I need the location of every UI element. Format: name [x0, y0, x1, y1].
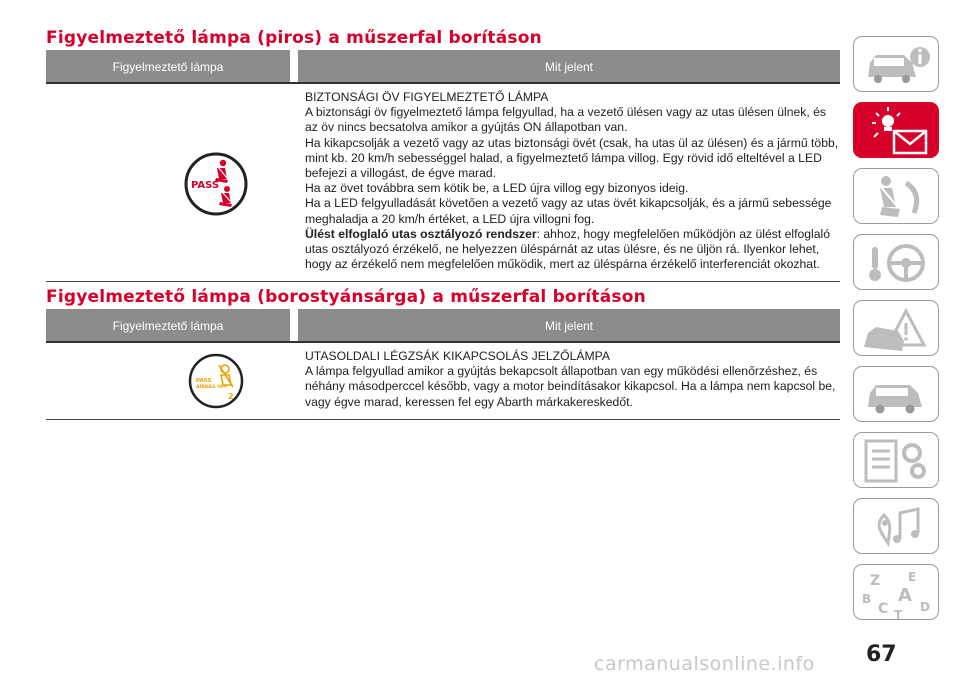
- warning-lights-icon: [854, 103, 940, 159]
- index-letter-b: B: [862, 592, 872, 606]
- airbag-icon-line2: AIRBAG OFF: [196, 385, 228, 390]
- airbag-off-icon: [188, 353, 244, 409]
- section1-table-header: [46, 50, 840, 84]
- seatbelt-warning-icon: [183, 151, 249, 217]
- tab-index[interactable]: [853, 564, 939, 620]
- tab-multimedia[interactable]: [853, 498, 939, 554]
- section1-p1: A biztonsági öv figyelmeztető lámpa felgyullad, ha a vezető ülésen vagy az utas ülésen ülnek, és az öv nincs becsatolva amikor a gyújtás ON állapotban van.: [305, 105, 826, 135]
- section2-heading: Figyelmeztető lámpa (borostyánsárga) a műszerfal borításon: [46, 287, 646, 307]
- section1-p5: [305, 227, 840, 273]
- airbag-icon-line1: PASS: [196, 378, 212, 384]
- section2-title: UTASOLDALI LÉGZSÁK KIKAPCSOLÁS JELZŐLÁMPA: [305, 349, 611, 363]
- steering-wheel-icon: [854, 235, 940, 291]
- tab-warning-lights[interactable]: [853, 102, 939, 158]
- section1-row: [46, 84, 840, 282]
- seatbelt-icon-label: PASS: [191, 180, 220, 191]
- section2-row: [46, 343, 840, 420]
- index-letters-icon: [854, 565, 940, 621]
- section1-description: [305, 90, 840, 272]
- technical-data-icon: [854, 433, 940, 489]
- index-letter-c: C: [878, 601, 889, 617]
- tab-starting-driving[interactable]: [853, 234, 939, 290]
- section1-col-lamp: Figyelmeztető lámpa: [112, 60, 224, 74]
- tab-safety[interactable]: [853, 168, 939, 224]
- index-letter-a: A: [898, 585, 912, 606]
- index-letter-t: T: [894, 608, 903, 621]
- tab-maintenance[interactable]: [853, 366, 939, 422]
- section2-p1: A lámpa felgyullad amikor a gyújtás bekapcsolt állapotban van egy működési ellenőrzéshez, és néhány másodperccel később, vagy a motor beindításakor kikapcsol. Ha a lámpa nem kapcsol be, vagy égve marad, keressen fel egy Abarth márkakereskedőt.: [305, 364, 836, 409]
- section1-p3: Ha az övet továbbra sem kötik be, a LED újra villog egy bizonyos ideig.: [305, 181, 689, 196]
- tab-emergency[interactable]: [853, 300, 939, 356]
- section2-col-meaning: Mit jelent: [544, 319, 594, 333]
- section2-col-lamp: Figyelmeztető lámpa: [112, 319, 224, 333]
- tab-car-info[interactable]: [853, 36, 939, 92]
- section1-p5-rest: : ahhoz, hogy megfelelően működjön az ülést elfoglaló utas osztályozó érzékelő, ne helyezzen üléspárnát az utas ülésre, és ne üljön rá. Ilyenkor lehet, hogy az érzékelő nem megfelelően működik, mert az üléspárna érzékelő interferenciát okozhat.: [305, 226, 830, 272]
- airbag-off-cell: [46, 343, 290, 419]
- section1-p5-bold: Ülést elfoglaló utas osztályozó rendszer: [305, 226, 537, 241]
- section1-title: BIZTONSÁGI ÖV FIGYELMEZTETŐ LÁMPA: [305, 90, 549, 104]
- seatbelt-warning-cell: [46, 84, 290, 281]
- section1-p2: Ha kikapcsolják a vezető vagy az utas biztonsági övét (csak, ha utas ül az ülésen) és a jármű több, mint kb. 20 km/h sebességgel halad, a figyelmeztető lámpa villog. Egy rövid idő elteltével a LED befejezi a villogást, de égve marad.: [305, 135, 839, 181]
- section2-description: [305, 349, 840, 410]
- car-maintenance-icon: [854, 367, 940, 423]
- multimedia-icon: [854, 499, 940, 555]
- safety-seat-icon: [854, 169, 940, 225]
- tab-technical-data[interactable]: [853, 432, 939, 488]
- index-letter-z: Z: [870, 573, 881, 589]
- airbag-icon-number: 2: [228, 392, 234, 401]
- page-number: 67: [866, 642, 897, 667]
- watermark: carmanualsonline.info: [594, 653, 815, 675]
- index-letter-e: E: [908, 570, 917, 584]
- section1-col-meaning: Mit jelent: [544, 60, 594, 74]
- section2-table-header: [46, 309, 840, 343]
- index-letter-d: D: [920, 600, 930, 614]
- section1-heading: Figyelmeztető lámpa (piros) a műszerfal borításon: [46, 28, 542, 48]
- emergency-car-icon: [854, 301, 940, 357]
- section1-p4: Ha a LED felgyulladását követően a vezető vagy az utas övét kikapcsolják, és a jármű sebessége meghaladja a 20 km/h értéket, a LED újra villogni fog.: [305, 196, 832, 226]
- car-info-icon: [854, 37, 940, 93]
